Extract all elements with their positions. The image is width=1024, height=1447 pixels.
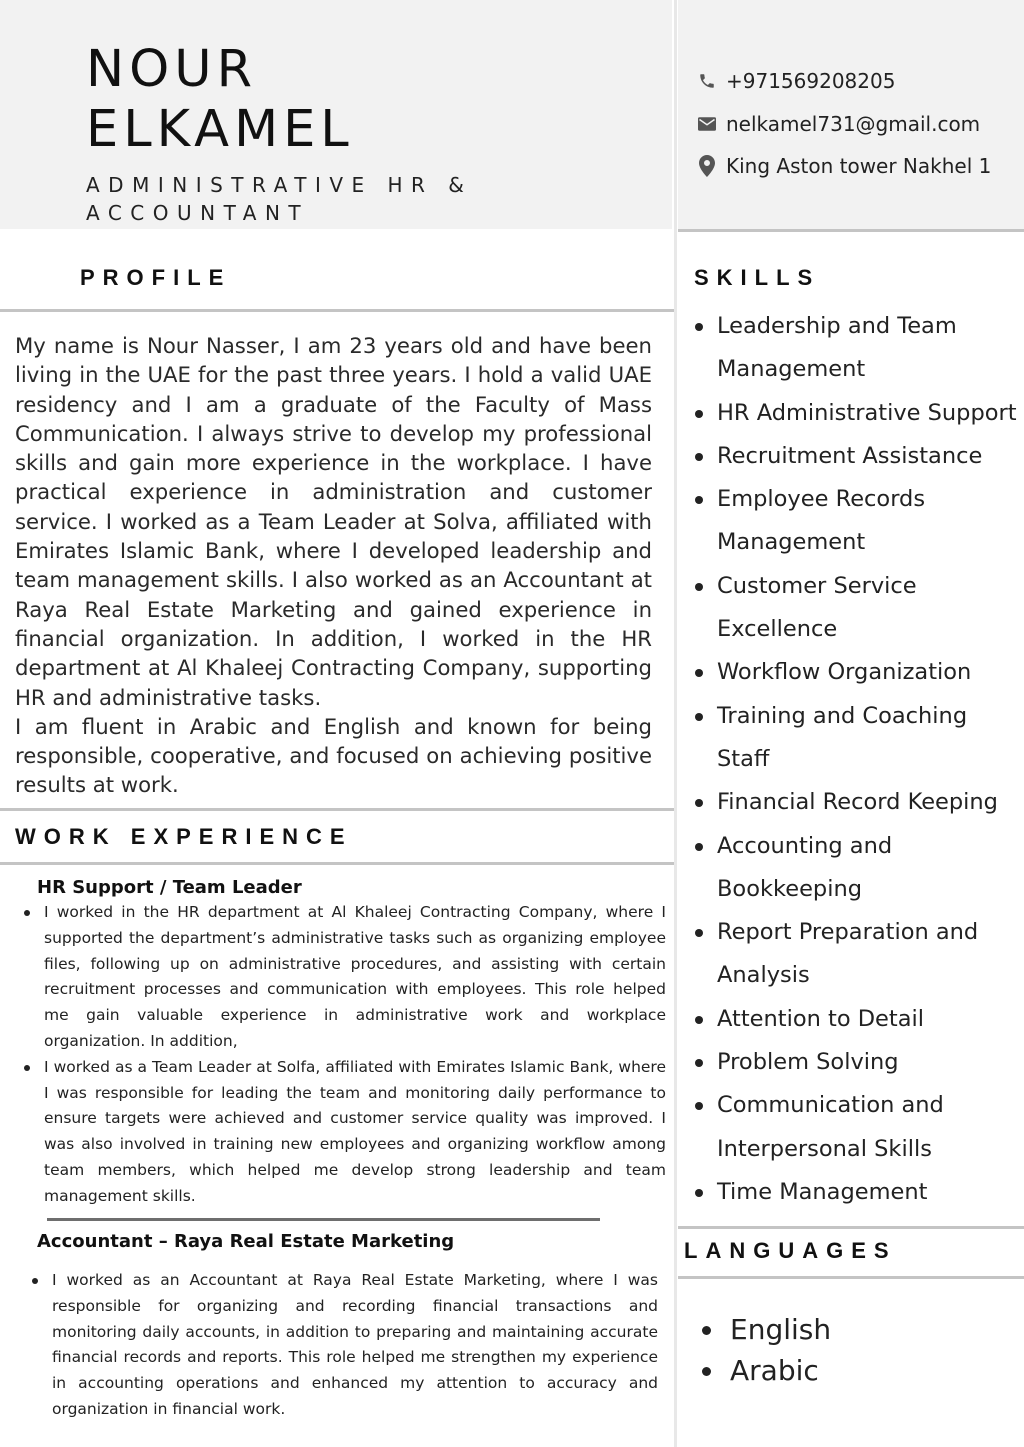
languages-rule-top <box>678 1226 1024 1229</box>
skill-label: Attention to Detail <box>717 1005 925 1032</box>
skills-rule <box>678 229 1024 232</box>
mail-icon <box>696 113 718 135</box>
skill-label: Time Management <box>717 1178 928 1205</box>
skill-item <box>717 695 1024 782</box>
profile-text <box>15 331 652 800</box>
skill-label: Training and Coaching Staff <box>717 702 968 772</box>
skill-label: Communication and Interpersonal Skills <box>717 1092 944 1162</box>
job-bullets <box>52 1268 658 1423</box>
skill-item <box>717 1084 1024 1171</box>
skill-item <box>717 392 1024 435</box>
column-divider <box>674 0 677 1447</box>
skill-item <box>717 1041 1024 1084</box>
skill-label: Recruitment Assistance <box>717 442 983 469</box>
work-heading: WORK EXPERIENCE <box>15 824 353 849</box>
profile-paragraph-1: My name is Nour Nasser, I am 23 years old and have been living in the UAE for the past three years. I hold a valid UAE residency and I am a graduate of the Faculty of Mass Communication. I always strive to develop my professional skills and gain more experience in the workplace. I have practical experience in administration and customer service. I worked as a Team Leader at Solva, affiliated with Emirates Islamic Bank, where I developed leadership and team management skills. I also worked as an Accountant at Raya Real Estate Marketing and gained experience in financial organization. In addition, I worked in the HR department at Al Khaleej Contracting Company, supporting HR and administrative tasks. <box>15 333 652 710</box>
phone-icon <box>696 70 718 92</box>
skill-item <box>717 565 1024 652</box>
skill-item <box>717 435 1024 478</box>
job-bullet: I worked in the HR department at Al Khaleej Contracting Company, where I supported the department’s administrative tasks such as organizing employee files, following up on administrative procedures, and assisting with certain recruitment processes and communication with employees. This role helped me gain valuable experience in administrative work and workplace organization. In addition, <box>44 900 666 1055</box>
job-bullet: I worked as a Team Leader at Solfa, affiliated with Emirates Islamic Bank, where I was responsible for leading the team and monitoring daily performance to ensure targets were achieved and customer service quality was improved. I was also involved in training new employees and organizing workflow among team members, which helped me develop strong leadership and team management skills. <box>44 1055 666 1210</box>
language-item: Arabic <box>730 1350 831 1391</box>
skill-item <box>717 781 1024 824</box>
skill-item <box>717 478 1024 565</box>
job-bullets <box>44 900 666 1210</box>
work-rule-top <box>0 808 674 811</box>
skills-list <box>717 305 1024 1214</box>
skill-item <box>717 651 1024 694</box>
languages-heading: LANGUAGES <box>684 1238 897 1263</box>
profile-paragraph-2: I am fluent in Arabic and English and known for being responsible, cooperative, and focused on achieving positive results at work. <box>15 713 652 798</box>
job-bullet: I worked as an Accountant at Raya Real Estate Marketing, where I was responsible for organizing and recording financial transactions and monitoring daily accounts, in addition to preparing and maintaining accurate financial records and reports. This role helped me strengthen my experience in accounting operations and enhanced my attention to accuracy and organization in financial work. <box>52 1268 658 1423</box>
skill-item <box>717 911 1024 998</box>
skill-item <box>717 305 1024 392</box>
profile-heading: PROFILE <box>80 265 232 290</box>
phone-number: +971569208205 <box>726 69 896 93</box>
name-line-2: ELKAMEL <box>86 100 354 159</box>
job-separator <box>47 1218 600 1221</box>
skill-item <box>717 825 1024 912</box>
languages-rule-bottom <box>678 1276 1024 1279</box>
skill-item <box>717 1171 1024 1214</box>
location-pin-icon <box>696 155 718 177</box>
job-title-headline: ADMINISTRATIVE HR & ACCOUNTANT <box>86 173 473 225</box>
contact-address <box>696 154 991 178</box>
skill-label: HR Administrative Support <box>717 399 1017 426</box>
job-title: HR Support / Team Leader <box>37 877 302 898</box>
skill-label: Customer Service Excellence <box>717 572 917 643</box>
skill-label: Leadership and Team Management <box>717 313 957 383</box>
skill-label: Report Preparation and Analysis <box>717 919 979 989</box>
profile-rule <box>0 309 674 312</box>
contact-phone <box>696 69 895 93</box>
skill-item <box>717 998 1024 1041</box>
street-address: King Aston tower Nakhel 1 <box>726 154 992 178</box>
email-address: nelkamel731@gmail.com <box>726 112 981 136</box>
skill-label: Accounting and Bookkeeping <box>717 832 893 902</box>
skill-label: Employee Records Management <box>717 486 926 556</box>
candidate-name <box>86 40 354 160</box>
language-item: English <box>730 1309 831 1350</box>
skills-heading: SKILLS <box>694 265 821 290</box>
skill-label: Problem Solving <box>717 1049 899 1076</box>
languages-list <box>730 1309 831 1391</box>
job-title: Accountant – Raya Real Estate Marketing <box>37 1231 455 1252</box>
name-line-1: NOUR <box>86 40 258 99</box>
work-rule-bottom <box>0 862 674 865</box>
skill-label: Financial Record Keeping <box>717 789 998 816</box>
contact-email <box>696 112 980 136</box>
skill-label: Workflow Organization <box>717 659 972 686</box>
